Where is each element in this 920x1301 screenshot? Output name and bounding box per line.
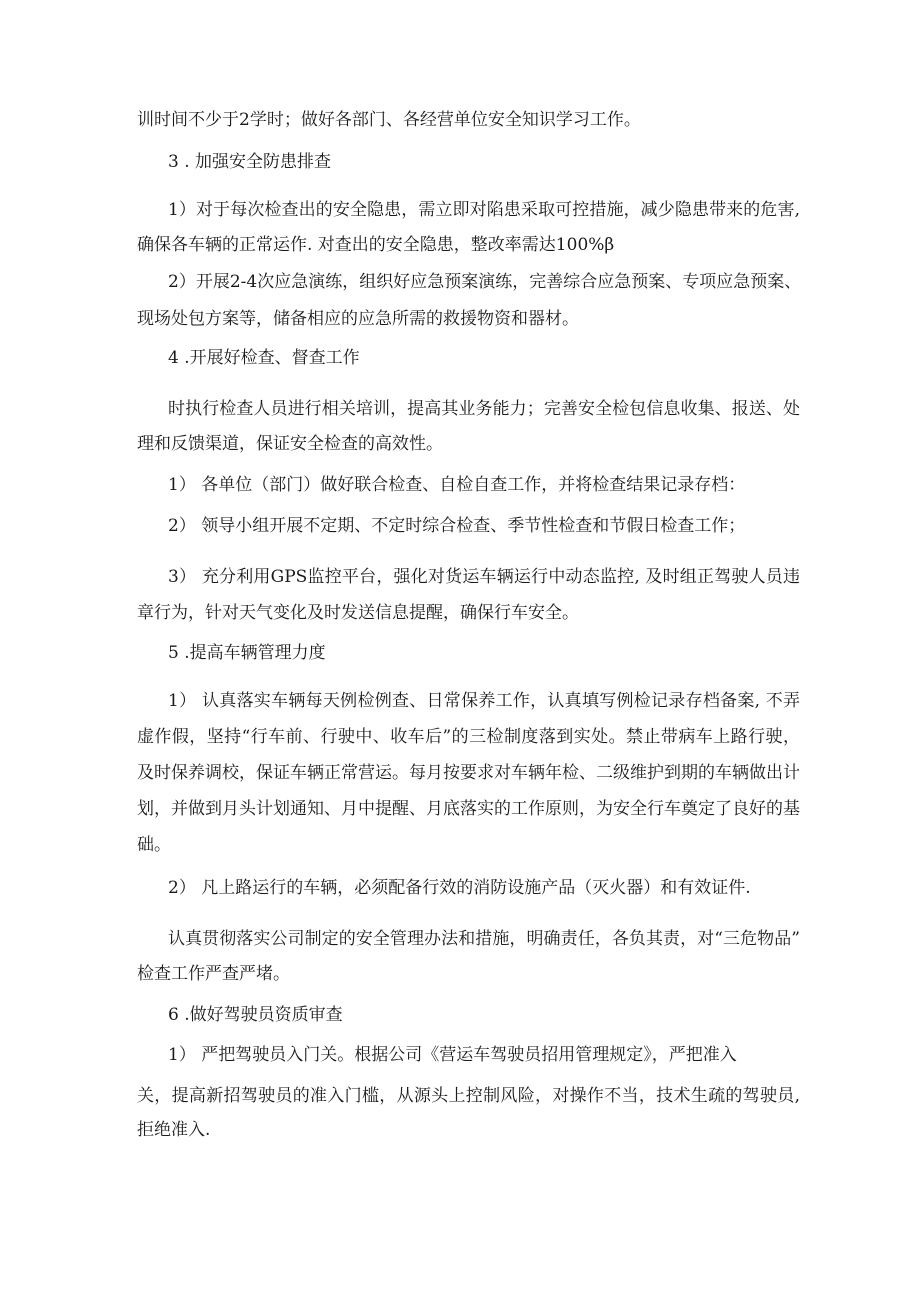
paragraph-line: 时执行检查人员进行相关培训，提高其业务能力；完善安全检包信息收集、报送、处 [168, 399, 800, 419]
paragraph-line: 认真贯彻落实公司制定的安全管理办法和措施，明确责任，各负其责，对“三危物品” [168, 929, 800, 949]
section-heading-4: 4 .开展好检查、督查工作 [168, 348, 360, 368]
section-heading-6: 6 .做好驾驶员资质审查 [168, 1005, 343, 1025]
paragraph-line: 础。 [137, 835, 171, 855]
paragraph-line: 训时间不少于2学时；做好各部门、各经营单位安全知识学习工作。 [137, 110, 641, 130]
paragraph-line: 1） 认真落实车辆每天例检例查、日常保养工作，认真填写例检记录存档备案, 不弄 [168, 691, 800, 711]
paragraph-line: 检查工作严查严堵。 [137, 964, 290, 984]
paragraph-line: 理和反馈渠道，保证安全检查的高效性。 [137, 434, 443, 454]
paragraph-line: 1） 各单位（部门）做好联合检查、自检自查工作，并将检查结果记录存档： [168, 475, 746, 495]
section-heading-5: 5 .提高车辆管理力度 [168, 643, 326, 663]
paragraph-line: 及时保养调校，保证车辆正常营运。每月按要求对车辆年检、二级维护到期的车辆做出计 [137, 763, 800, 783]
paragraph-line: 划，并做到月头计划通知、月中提醒、月底落实的工作原则，为安全行车奠定了良好的基 [137, 799, 800, 819]
paragraph-line: 2） 凡上路运行的车辆，必须配备行效的消防设施产品（灭火器）和有效证件. [168, 878, 751, 898]
paragraph-line: 关，提高新招驾驶员的准入门槛，从源头上控制风险，对操作不当，技术生疏的驾驶员, [137, 1086, 800, 1106]
section-heading-3: 3 . 加强安全防患排查 [168, 152, 332, 172]
paragraph-line: 拒绝准入. [137, 1120, 211, 1140]
paragraph-line: 2） 领导小组开展不定期、不定时综合检查、季节性检查和节假日检查工作； [168, 516, 746, 536]
paragraph-line: 1）对于每次检查出的安全隐患，需立即对陷患采取可控措施，减少隐患带来的危害, [168, 200, 800, 220]
paragraph-line: 2）开展2-4次应急演练，组织好应急预案演练，完善综合应急预案、专项应急预案、 [168, 272, 802, 292]
paragraph-line: 虚作假，坚持“行车前、行驶中、收车后”的三检制度落到实处。禁止带病车上路行驶， [137, 727, 800, 747]
paragraph-line: 3） 充分利用GPS监控平台，强化对货运车辆运行中动态监控, 及时组正驾驶人员违 [168, 567, 800, 587]
paragraph-line: 1） 严把驾驶员入门关。根据公司《营运车驾驶员招用管理规定》，严把准入 [168, 1045, 737, 1065]
paragraph-line: 章行为，针对天气变化及时发送信息提醒，确保行车安全。 [137, 603, 579, 623]
paragraph-line: 确保各车辆的正常运作. 对查出的安全隐患，整改率需达100%β [137, 235, 615, 255]
paragraph-line: 现场处包方案等，储备相应的应急所需的救援物资和器材。 [137, 309, 579, 329]
